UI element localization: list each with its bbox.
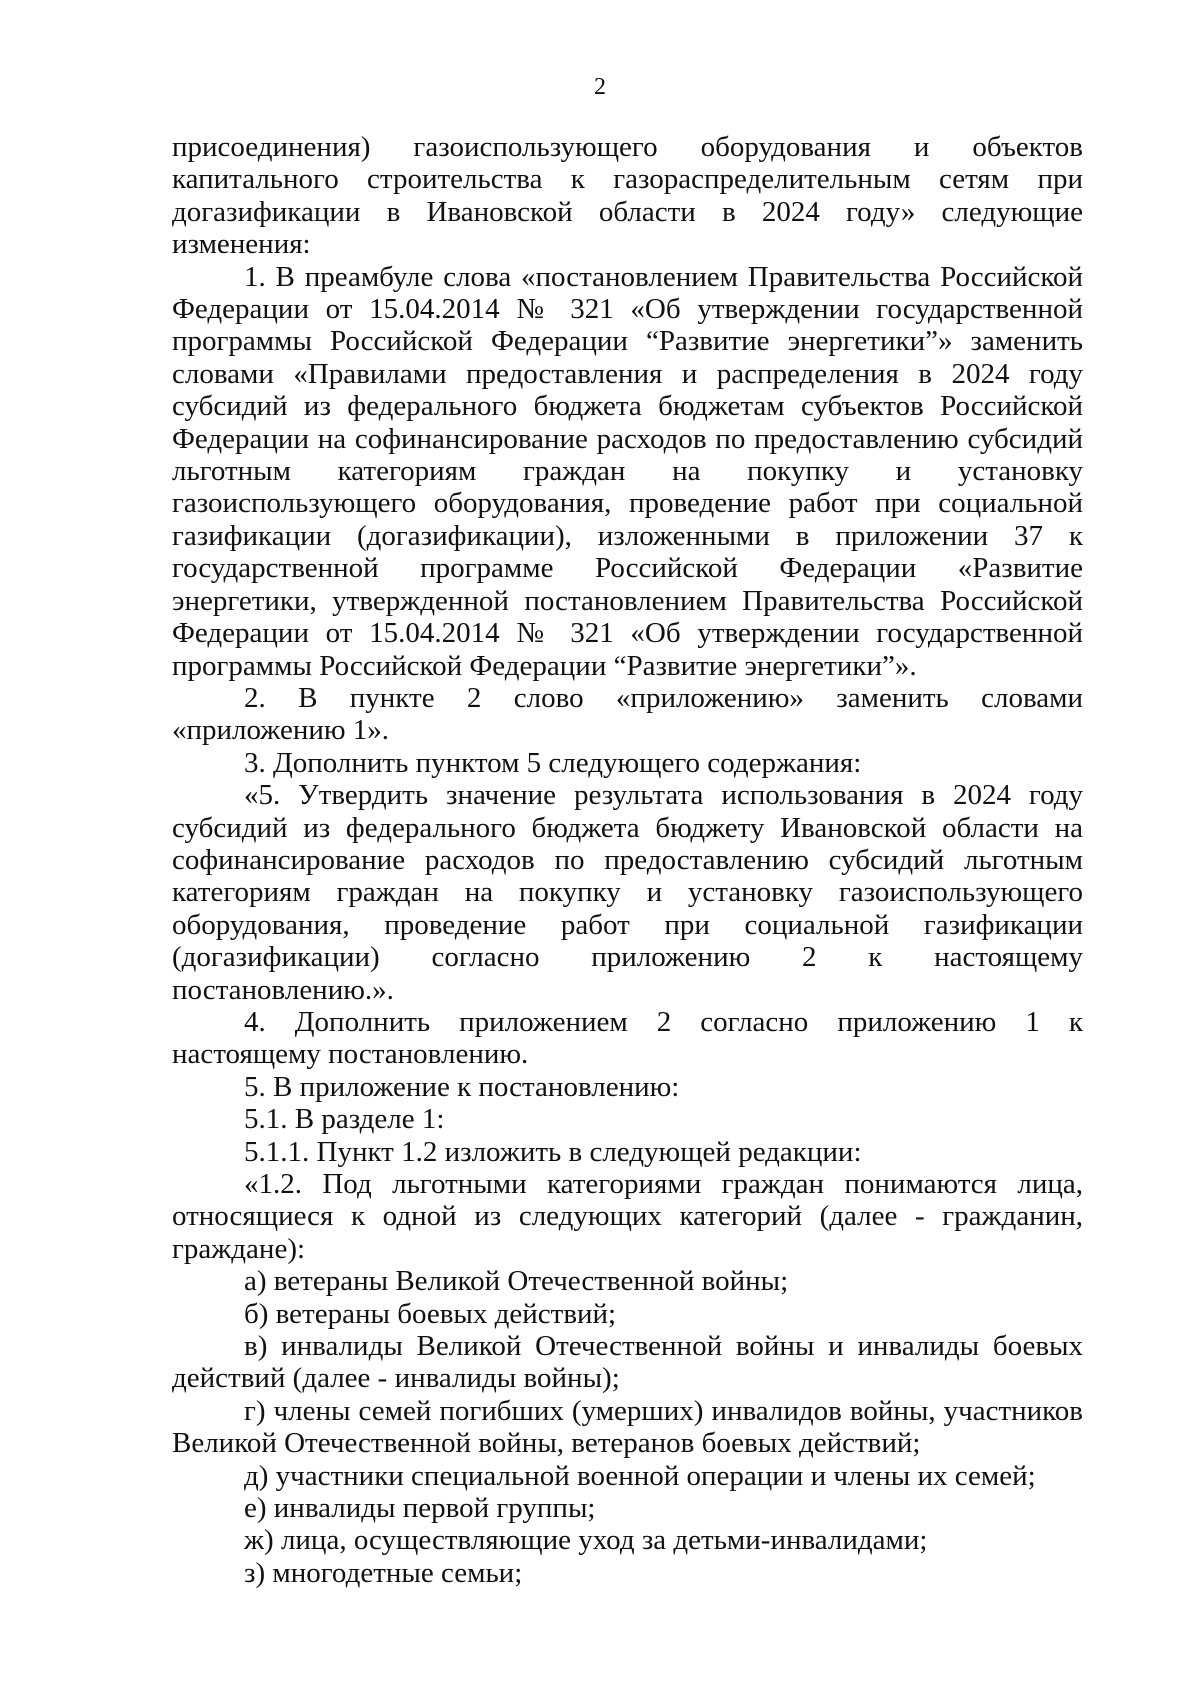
list-item-b: б) ветераны боевых действий; [244, 1297, 617, 1330]
paragraph-item-3: 3. Дополнить пунктом 5 следующего содержания: [244, 746, 862, 779]
list-item-z: з) многодетные семьи; [244, 1556, 523, 1589]
page-number: 2 [594, 74, 606, 100]
paragraph-continuation: присоединения) газоиспользующего оборудования и объектов капитального строительства к газораспределительным сетям при догазификации в Ивановской области в 2024 году» следующие изменения: [172, 131, 1083, 261]
list-item-v: в) инвалиды Великой Отечественной войны и инвалиды боевых действий (далее - инвалиды войны); [172, 1330, 1083, 1395]
paragraph-item-5: 5. В приложение к постановлению: [244, 1070, 680, 1103]
paragraph-item-5-1: 5.1. В разделе 1: [244, 1103, 445, 1136]
list-item-d: д) участники специальной военной операции и члены их семей; [244, 1459, 1036, 1492]
paragraph-item-2: 2. В пункте 2 слово «приложению» заменить словами «приложению 1». [172, 681, 1083, 747]
list-item-a: а) ветераны Великой Отечественной войны; [244, 1265, 789, 1298]
paragraph-item-5-1-1: 5.1.1. Пункт 1.2 изложить в следующей редакции: [244, 1135, 862, 1168]
paragraph-item-4: 4. Дополнить приложением 2 согласно приложению 1 к настоящему постановлению. [172, 1005, 1083, 1071]
paragraph-item-1-2-quote: «1.2. Под льготными категориями граждан понимаются лица, относящиеся к одной из следующих категорий (далее - гражданин, граждане): [172, 1168, 1083, 1265]
paragraph-item-3-quote: «5. Утвердить значение результата использования в 2024 году субсидий из федерального бюджета бюджету Ивановской области на софинансирование расходов по предоставлению субсидий льготным категориям граждан на покупку и установку газоиспользующего оборудования, проведение работ при социальной газификации (догазификации) согласно приложению 2 к настоящему постановлению.». [172, 779, 1083, 1006]
list-item-zh: ж) лица, осуществляющие уход за детьми-инвалидами; [244, 1524, 928, 1557]
paragraph-item-1: 1. В преамбуле слова «постановлением Правительства Российской Федерации от 15.04.2014 № 321 «Об утверждении государственной программы Российской Федерации “Развитие энергетики”» заменить словами «Правилами предоставления и распределения в 2024 году субсидий из федерального бюджета бюджетам субъектов Российской Федерации на софинансирование расходов по предоставлению субсидий льготным категориям граждан на покупку и установку газоиспользующего оборудования, проведение работ при социальной газификации (догазификации), изложенными в приложении 37 к государственной программе Российской Федерации «Развитие энергетики, утвержденной постановлением Правительства Российской Федерации от 15.04.2014 № 321 «Об утверждении государственной программы Российской Федерации “Развитие энергетики”». [172, 260, 1083, 682]
list-item-g: г) члены семей погибших (умерших) инвалидов войны, участников Великой Отечественной войны, ветеранов боевых действий; [172, 1394, 1083, 1460]
list-item-e: е) инвалиды первой группы; [244, 1492, 596, 1525]
document-body [172, 131, 1083, 1589]
